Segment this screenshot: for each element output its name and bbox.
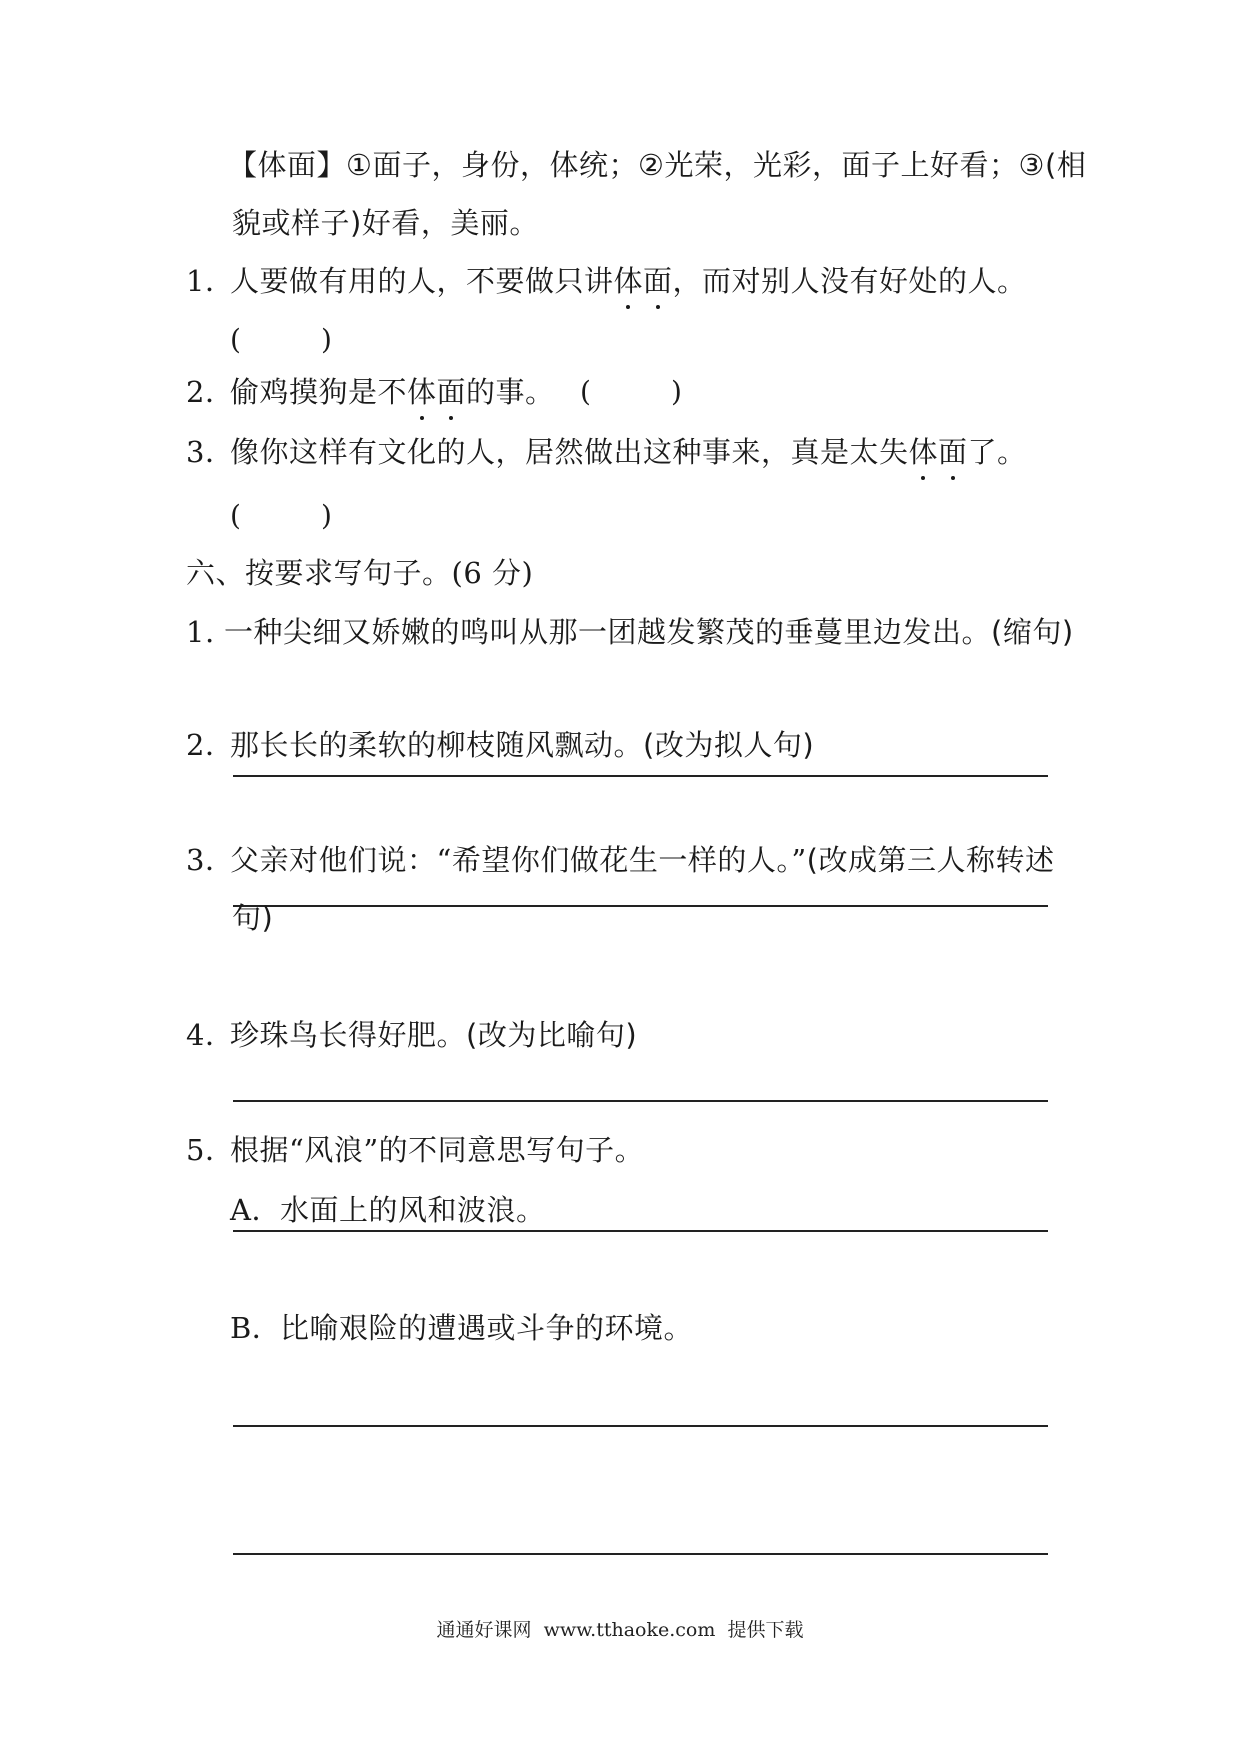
answer-line-2[interactable] <box>233 905 1048 907</box>
item-text-post: ，而对别人没有好处的人。 <box>672 264 1027 298</box>
task-4 <box>186 1015 637 1055</box>
item-text-post: 的事。 <box>466 375 555 409</box>
emphasis-char: 体 <box>909 432 939 472</box>
item-text-post: 了。 <box>967 435 1027 469</box>
answer-line-5b[interactable] <box>233 1553 1048 1555</box>
item-number: 1． <box>186 264 235 298</box>
task-text: 珍珠鸟长得好肥。 <box>230 1018 467 1052</box>
item-text: 像你这样有文化的人，居然做出这种事来，真是太失 <box>230 435 909 469</box>
subtask-label: A． <box>230 1193 281 1227</box>
footer-note: 提供下载 <box>727 1619 804 1641</box>
footer-url[interactable]: www.tthaoke.com <box>543 1619 716 1641</box>
task-2 <box>186 725 814 765</box>
task-1 <box>186 612 1074 652</box>
emphasis-char: 面 <box>437 372 467 412</box>
answer-line-5a[interactable] <box>233 1425 1048 1427</box>
answer-blank-3[interactable]: ( ) <box>230 499 332 532</box>
task-5 <box>186 1130 644 1170</box>
subtask-text: 水面上的风和波浪。 <box>280 1193 546 1227</box>
emphasis-char: 体 <box>614 261 644 301</box>
item-1 <box>186 261 1027 301</box>
item-number: 2． <box>186 375 235 409</box>
emphasis-char: 体 <box>407 372 437 412</box>
task-hint: (改为拟人句) <box>643 728 815 762</box>
emphasis-char: 面 <box>643 261 673 301</box>
task-number: 2． <box>186 728 235 762</box>
answer-blank-2[interactable]: ( ) <box>580 375 682 408</box>
task-text: 那长长的柔软的柳枝随风飘动。 <box>230 728 644 762</box>
answer-blank-1[interactable]: ( ) <box>230 323 332 356</box>
section-heading: 六、按要求写句子。(6 分) <box>186 556 534 590</box>
task-text: 根据“风浪”的不同意思写句子。 <box>230 1133 645 1167</box>
item-text: 人要做有用的人，不要做只讲 <box>230 264 614 298</box>
emphasis-char: 面 <box>938 432 968 472</box>
task-3-hint-cont: 句) <box>232 901 274 935</box>
page-footer <box>0 1615 1240 1645</box>
answer-line-3[interactable] <box>233 1100 1048 1102</box>
task-hint: (改为比喻句) <box>466 1018 638 1052</box>
footer-site: 通通好课网 <box>436 1619 532 1641</box>
definition-meanings-cont: 貌或样子)好看，美丽。 <box>232 206 539 240</box>
task-hint: (改成第三人称转述 <box>806 843 1055 877</box>
task-text: 一种尖细又娇嫩的鸣叫从那一团越发繁茂的垂蔓里边发出。 <box>224 615 992 649</box>
subtask-a <box>230 1190 546 1230</box>
task-number: 4． <box>186 1018 235 1052</box>
subtask-b <box>230 1308 693 1348</box>
task-number: 1. <box>186 615 215 649</box>
item-text: 偷鸡摸狗是不 <box>230 375 408 409</box>
item-number: 3． <box>186 435 235 469</box>
definition-line-2 <box>232 203 539 243</box>
item-2 <box>186 372 555 412</box>
task-hint: (缩句) <box>991 615 1074 649</box>
task-3 <box>186 840 1054 880</box>
task-text: 父亲对他们说：“希望你们做花生一样的人。” <box>230 843 807 877</box>
definition-meanings: ①面子，身份，体统；②光荣，光彩，面子上好看；③(相 <box>346 148 1087 182</box>
item-3 <box>186 432 1027 472</box>
answer-line-4[interactable] <box>233 1230 1048 1232</box>
subtask-label: B． <box>230 1311 282 1345</box>
definition-term: 【体面】 <box>228 148 347 182</box>
subtask-text: 比喻艰险的遭遇或斗争的环境。 <box>280 1311 694 1345</box>
task-number: 5． <box>186 1133 235 1167</box>
definition-line-1 <box>228 145 1086 185</box>
task-number: 3． <box>186 843 235 877</box>
answer-line-1[interactable] <box>233 775 1048 777</box>
